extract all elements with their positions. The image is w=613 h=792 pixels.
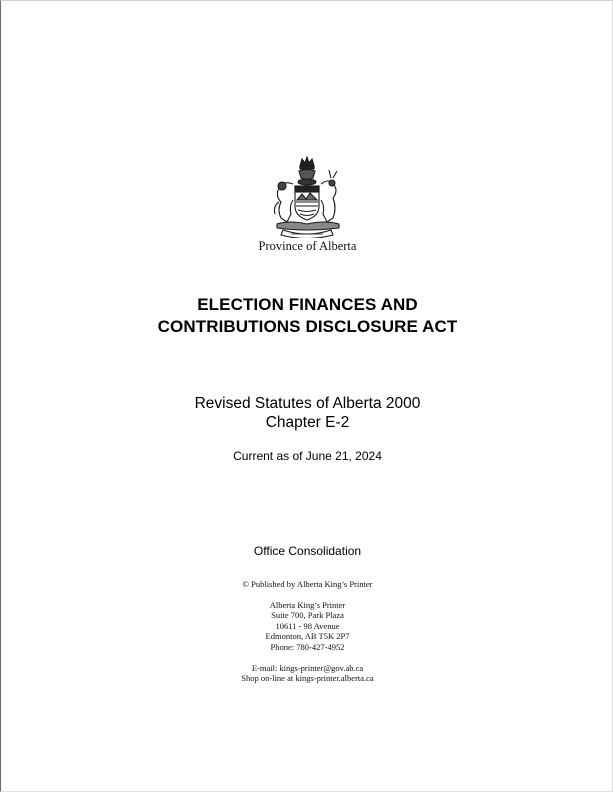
address-line: Alberta King’s Printer — [269, 600, 346, 610]
publisher-contact — [1, 663, 613, 684]
published-by: © Published by Alberta King’s Printer — [242, 579, 373, 589]
statute-reference — [1, 394, 613, 432]
phone-line: Phone: 780-427-4952 — [270, 641, 345, 652]
shop-online-line: Shop on-line at kings-printer.alberta.ca — [241, 673, 374, 684]
act-title — [1, 294, 613, 338]
revised-statutes-label: Revised Statutes of Alberta 2000 — [194, 395, 421, 412]
act-title-line-2: CONTRIBUTIONS DISCLOSURE ACT — [157, 317, 458, 336]
act-title-line-1: ELECTION FINANCES AND — [197, 295, 418, 314]
province-label: Province of Alberta — [258, 239, 357, 253]
office-consolidation-label: Office Consolidation — [253, 544, 362, 558]
address-line: Suite 700, Park Plaza — [271, 610, 344, 621]
publisher-address — [1, 600, 613, 652]
address-line: 10611 - 98 Avenue — [275, 620, 340, 631]
alberta-coat-of-arms-icon — [269, 156, 345, 238]
email-line: E-mail: kings-printer@gov.ab.ca — [251, 663, 364, 673]
chapter-label: Chapter E-2 — [265, 414, 350, 431]
address-line: Edmonton, AB T5K 2P7 — [265, 631, 350, 642]
currency-date: Current as of June 21, 2024 — [233, 449, 382, 463]
